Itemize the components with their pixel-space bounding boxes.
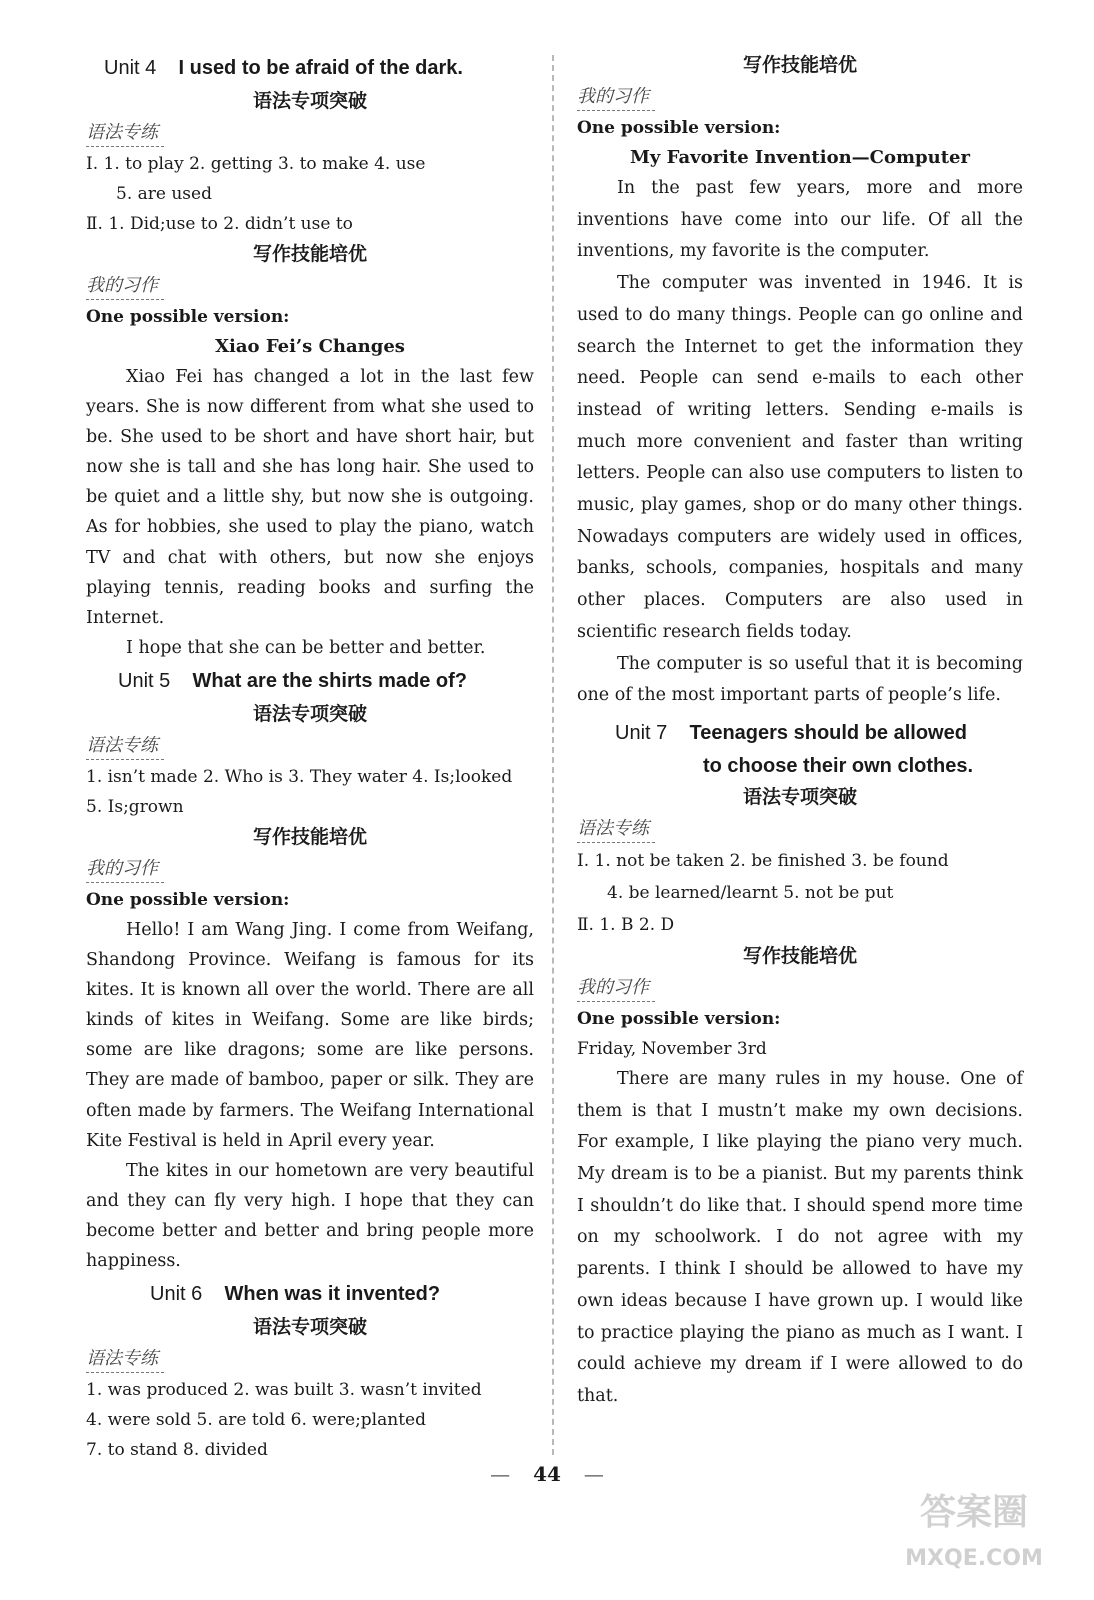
unit7-grammar-heading: 语法专项突破 (742, 785, 857, 808)
unit4-answer-line-1: Ⅰ. 1. to play 2. getting 3. to make 4. use (86, 154, 426, 174)
unit6-grammar-heading: 语法专项突破 (252, 1316, 367, 1339)
unit5-grammar-heading: 语法专项突破 (252, 702, 367, 725)
unit7-answer-line-2: 4. be learned/learnt 5. not be put (607, 882, 894, 903)
unit7-version-label: One possible version: (577, 1008, 781, 1029)
unit4-answer-line-2: 5. are used (116, 184, 212, 204)
unit4-essay-paragraph-2: I hope that she can be better and better. (126, 637, 486, 658)
unit5-title: What are the shirts made of? (192, 669, 467, 692)
unit5-version-label: One possible version: (86, 889, 290, 910)
watermark-line-1: 答案圈 (919, 1492, 1028, 1533)
unit7-answer-line-1: Ⅰ. 1. not be taken 2. be finished 3. be found (577, 850, 949, 871)
watermark-line-2: MXQE.COM (905, 1546, 1043, 1571)
unit4-writing-heading: 写作技能培优 (252, 243, 367, 265)
watermark-logo (894, 1490, 1054, 1590)
unit6-answer-line-3: 7. to stand 8. divided (86, 1440, 268, 1461)
unit6-label: Unit 6 (150, 1283, 203, 1306)
unit7-answer-line-3: Ⅱ. 1. B 2. D (577, 914, 675, 935)
unit4-grammar-heading: 语法专项突破 (252, 90, 367, 112)
unit7-label: Unit 7 (615, 721, 668, 744)
unit4-answer-line-3: Ⅱ. 1. Did;use to 2. didn’t use to (86, 214, 353, 234)
unit5-answer-line-1: 1. isn’t made 2. Who is 3. They water 4. Is;looked (86, 766, 513, 787)
unit5-essay-paragraph-1: Hello! I am Wang Jing. I come from Weifang, Shandong Province. Weifang is famous for its kites. It is known all over the world. There are all kinds of kites in Weifang. Some are like birds; some are like dragons; some are like persons. They are made of bamboo, paper or silk. They are often made by farmers. The Weifang International Kite Festival is held in April every year. (86, 919, 534, 1151)
unit7-diary-date: Friday, November 3rd (577, 1038, 767, 1059)
unit6-heading (86, 1276, 534, 1312)
unit7-essay-paragraph-1: There are many rules in my house. One of them is that I mustn’t make my own decisions. For example, I like playing the piano very much. My dream is to be a pianist. But my parents think I shouldn’t do like that. I should spend more time on my schoolwork. I do not agree with my parents. I think I should be allowed to have my own ideas because I have grown up. I would like to practice playing the piano as much as I want. I could achieve my dream if I were allowed to do that. (577, 1068, 1023, 1406)
unit6-answer-line-1: 1. was produced 2. was built 3. wasn’t invited (86, 1380, 482, 1401)
unit4-version-label: One possible version: (86, 307, 290, 327)
unit4-writing-tag: 我的习作 (86, 273, 164, 300)
unit6-essay-paragraph-1: In the past few years, more and more inventions have come into our life. Of all the inventions, my favorite is the computer. (577, 178, 1023, 262)
unit5-label: Unit 5 (118, 669, 171, 692)
unit4-essay-title: Xiao Fei’s Changes (215, 336, 405, 357)
unit5-grammar-tag: 语法专练 (86, 733, 164, 760)
unit5-essay-paragraph-2: The kites in our hometown are very beautiful and they can fly very high. I hope that they can become better and better and bring people more happiness. (86, 1160, 534, 1271)
unit6-essay-paragraph-3: The computer is so useful that it is becoming one of the most important parts of people’s life. (577, 653, 1023, 706)
unit7-writing-tag: 我的习作 (577, 975, 655, 1002)
unit6-answer-line-2: 4. were sold 5. are told 6. were;planted (86, 1410, 426, 1431)
unit4-essay-paragraph-1: Xiao Fei has changed a lot in the last few years. She is now different from what she used to be. She used to be short and have short hair, but now she is tall and she has long hair. She used to be quiet and a little shy, but now she is outgoing. As for hobbies, she used to play the piano, watch TV and chat with others, but now she enjoys playing tennis, reading books and surfing the Internet. (86, 367, 534, 628)
unit6-grammar-tag: 语法专练 (86, 1346, 164, 1373)
unit6-title: When was it invented? (224, 1283, 441, 1306)
column-divider (552, 55, 554, 1455)
right-column (577, 50, 1023, 1413)
unit4-title: I used to be afraid of the dark. (178, 57, 463, 79)
unit6-essay-title: My Favorite Invention—Computer (630, 147, 970, 168)
unit5-writing-heading: 写作技能培优 (252, 825, 367, 848)
left-column (86, 50, 534, 1465)
unit7-writing-heading: 写作技能培优 (742, 944, 857, 967)
unit7-heading (577, 716, 1023, 750)
unit6-writing-tag: 我的习作 (577, 84, 655, 111)
unit7-title-line-2: to choose their own clothes. (703, 754, 974, 777)
footer-dash-right: — (583, 1462, 604, 1486)
unit5-heading (86, 663, 534, 699)
unit6-version-label: One possible version: (577, 118, 781, 138)
unit7-grammar-tag: 语法专练 (577, 816, 655, 843)
page-number: 44 (533, 1462, 561, 1486)
unit6-essay-paragraph-2: The computer was invented in 1946. It is used to do many things. People can go online and search the Internet to get the information they need. People can send e-mails to each other instead of writing letters. Sending e-mails is much more convenient and faster than writing letters. People can also use computers to listen to music, play games, shop or do many other things. Nowadays computers are widely used in offices, banks, schools, companies, hospitals and many other places. Computers are also used in scientific research fields today. (577, 273, 1023, 642)
unit7-title-line-1: Teenagers should be allowed (689, 721, 967, 744)
unit4-label: Unit 4 (104, 57, 157, 79)
footer-dash-left: — (490, 1462, 511, 1486)
unit5-writing-tag: 我的习作 (86, 856, 164, 883)
unit5-answer-line-2: 5. Is;grown (86, 796, 184, 817)
unit6-writing-heading: 写作技能培优 (742, 54, 857, 76)
unit4-heading (86, 50, 534, 86)
page-footer (0, 1462, 1094, 1486)
unit4-grammar-tag: 语法专练 (86, 120, 164, 147)
